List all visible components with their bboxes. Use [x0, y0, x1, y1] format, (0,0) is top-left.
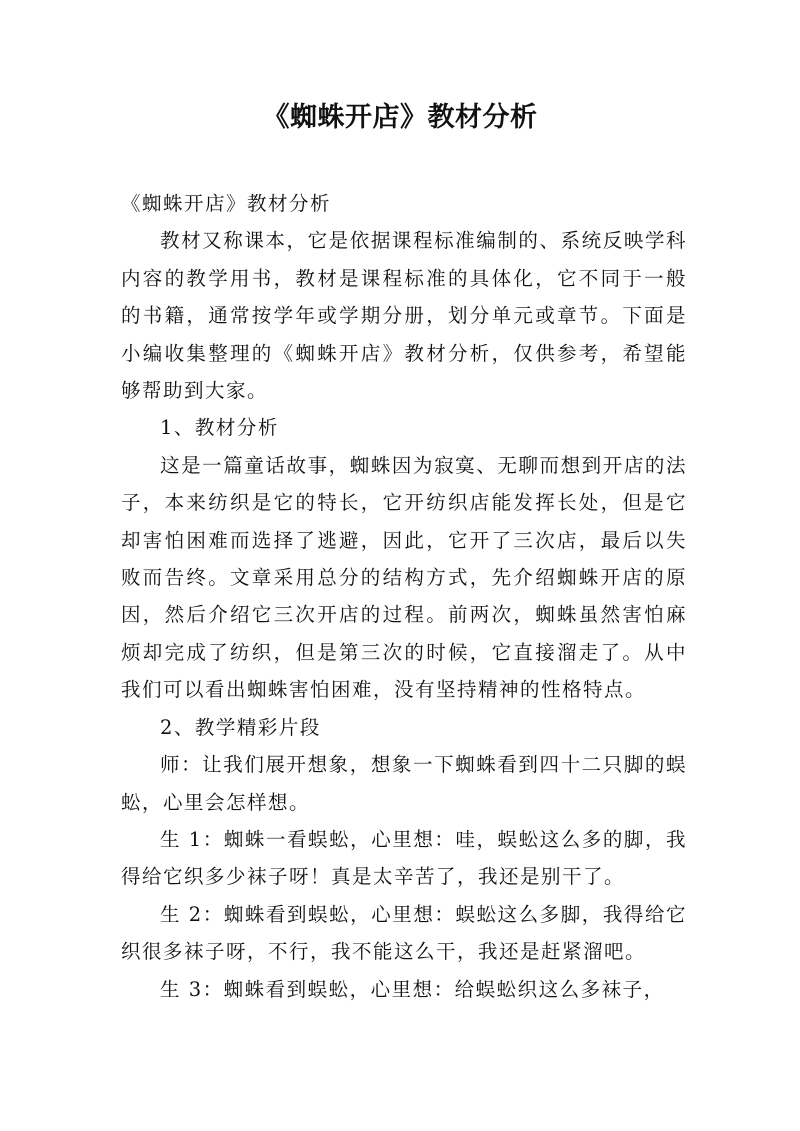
student-2-paragraph: 生 2：蜘蛛看到蜈蚣，心里想：蜈蚣这么多脚，我得给它织很多袜子呀，不行，我不能这么干，我还是赶紧溜吧。 — [121, 902, 687, 964]
body-heading: 《蜘蛛开店》教材分析 — [121, 192, 332, 215]
student-1-paragraph: 生 1：蜘蛛一看蜈蚣，心里想：哇，蜈蚣这么多的脚，我得给它织多少袜子呀！真是太辛苦了，我还是别干了。 — [121, 827, 687, 889]
intro-paragraph: 教材又称课本，它是依据课程标准编制的、系统反映学科内容的教学用书，教材是课程标准的具体化，它不同于一般的书籍，通常按学年或学期分册，划分单元或章节。下面是小编收集整理的《蜘蛛开店》教材分析，仅供参考，希望能够帮助到大家。 — [121, 229, 687, 403]
analysis-paragraph: 这是一篇童话故事，蜘蛛因为寂寞、无聊而想到开店的法子，本来纺织是它的特长，它开纺织店能发挥长处，但是它却害怕困难而选择了逃避，因此，它开了三次店，最后以失败而告终。文章采用总分的结构方式，先介绍蜘蛛开店的原因，然后介绍它三次开店的过程。前两次，蜘蛛虽然害怕麻烦却完成了纺织，但是第三次的时候，它直接溜走了。从中我们可以看出蜘蛛害怕困难，没有坚持精神的性格特点。 — [121, 453, 687, 702]
section-heading-teaching: 2、教学精彩片段 — [160, 715, 321, 739]
student-3-paragraph: 生 3：蜘蛛看到蜈蚣，心里想：给蜈蚣织这么多袜子， — [160, 977, 665, 1001]
teacher-prompt-paragraph: 师：让我们展开想象，想象一下蜘蛛看到四十二只脚的蜈蚣，心里会怎样想。 — [121, 753, 687, 814]
document-body — [121, 185, 687, 1008]
document-title: 《蜘蛛开店》教材分析 — [262, 102, 538, 133]
section-heading-analysis: 1、教材分析 — [160, 416, 279, 440]
